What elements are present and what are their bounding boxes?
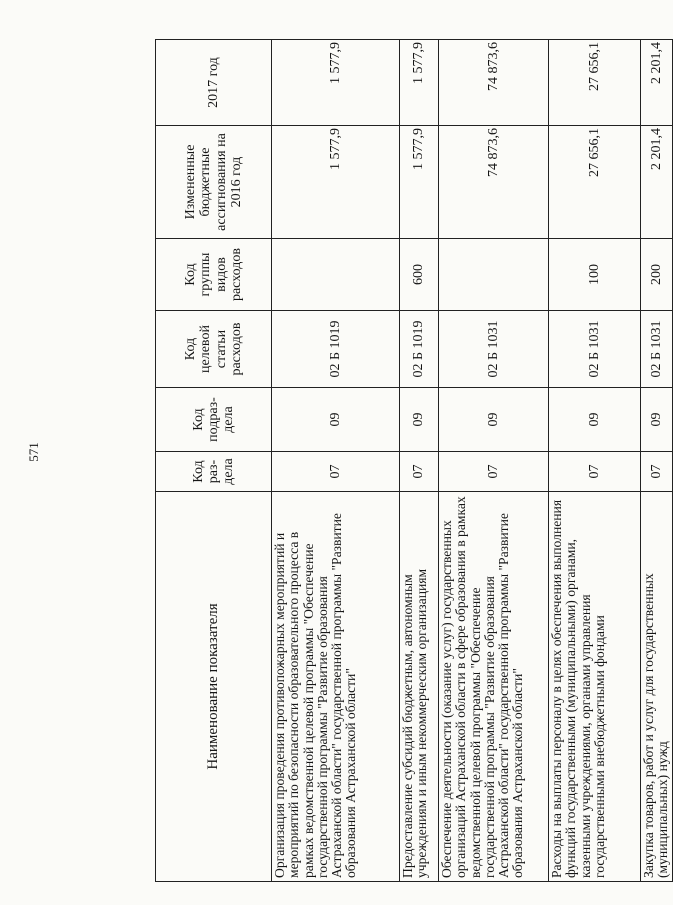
row-changed-2016: 74 873,6	[439, 126, 549, 239]
page-number: 571	[26, 442, 41, 462]
row-2017: 2 201,4	[641, 40, 673, 126]
row-target-code: 02 Б 1031	[439, 311, 549, 388]
row-group-code	[439, 239, 549, 311]
row-razdel: 07	[549, 452, 641, 492]
row-podrazdel: 09	[272, 388, 400, 452]
row-target-code: 02 Б 1031	[549, 311, 641, 388]
row-podrazdel: 09	[400, 388, 439, 452]
row-podrazdel: 09	[641, 388, 673, 452]
row-razdel: 07	[272, 452, 400, 492]
rotated-page	[155, 40, 671, 882]
header-group-code: Код группы видов расходов	[156, 239, 272, 311]
table-header-row	[156, 40, 272, 882]
table-row	[439, 40, 549, 882]
header-name: Наименование показателя	[156, 492, 272, 882]
row-razdel: 07	[641, 452, 673, 492]
row-2017: 1 577,9	[272, 40, 400, 126]
budget-table	[155, 39, 673, 882]
row-name: Предоставление субсидий бюджетным, автономным учреждениям и иным некоммерческим организациям	[400, 492, 439, 882]
row-changed-2016: 1 577,9	[272, 126, 400, 239]
row-group-code: 100	[549, 239, 641, 311]
table-row	[641, 40, 673, 882]
row-2017: 1 577,9	[400, 40, 439, 126]
row-podrazdel: 09	[549, 388, 641, 452]
row-changed-2016: 1 577,9	[400, 126, 439, 239]
header-changed-2016: Измененные бюджетные ассигнования на 2016 год	[156, 126, 272, 239]
row-podrazdel: 09	[439, 388, 549, 452]
header-target-code: Код целевой статьи расходов	[156, 311, 272, 388]
row-2017: 27 656,1	[549, 40, 641, 126]
row-name: Расходы на выплаты персоналу в целях обеспечения выполнения функций государственными (муниципальными) органами, казенными учреждениями, органами управления государственными внебюджетными фондами	[549, 492, 641, 882]
table-row	[549, 40, 641, 882]
row-2017: 74 873,6	[439, 40, 549, 126]
row-group-code: 600	[400, 239, 439, 311]
row-razdel: 07	[400, 452, 439, 492]
row-target-code: 02 Б 1019	[400, 311, 439, 388]
row-name: Организация проведения противопожарных мероприятий и мероприятий по безопасности образовательного процесса в рамках ведомственной целевой программы "Обеспечение государственной программы "Развитие образования Астраханской области" государственной программы "Развитие образования Астраханской области"	[272, 492, 400, 882]
row-name: Закупка товаров, работ и услуг для государственных (муниципальных) нужд	[641, 492, 673, 882]
header-razdel: Код раз-дела	[156, 452, 272, 492]
table-row	[272, 40, 400, 882]
row-razdel: 07	[439, 452, 549, 492]
header-podrazdel: Код подраз-дела	[156, 388, 272, 452]
row-name: Обеспечение деятельности (оказание услуг) государственных организаций Астраханской области в сфере образования в рамках ведомственной целевой программы "Обеспечение государственной программы "Развитие образования Астраханской области" государственной программы "Развитие образования Астраханской области"	[439, 492, 549, 882]
row-group-code	[272, 239, 400, 311]
table-row	[400, 40, 439, 882]
header-2017: 2017 год	[156, 40, 272, 126]
row-target-code: 02 Б 1031	[641, 311, 673, 388]
row-changed-2016: 27 656,1	[549, 126, 641, 239]
row-changed-2016: 2 201,4	[641, 126, 673, 239]
row-target-code: 02 Б 1019	[272, 311, 400, 388]
row-group-code: 200	[641, 239, 673, 311]
